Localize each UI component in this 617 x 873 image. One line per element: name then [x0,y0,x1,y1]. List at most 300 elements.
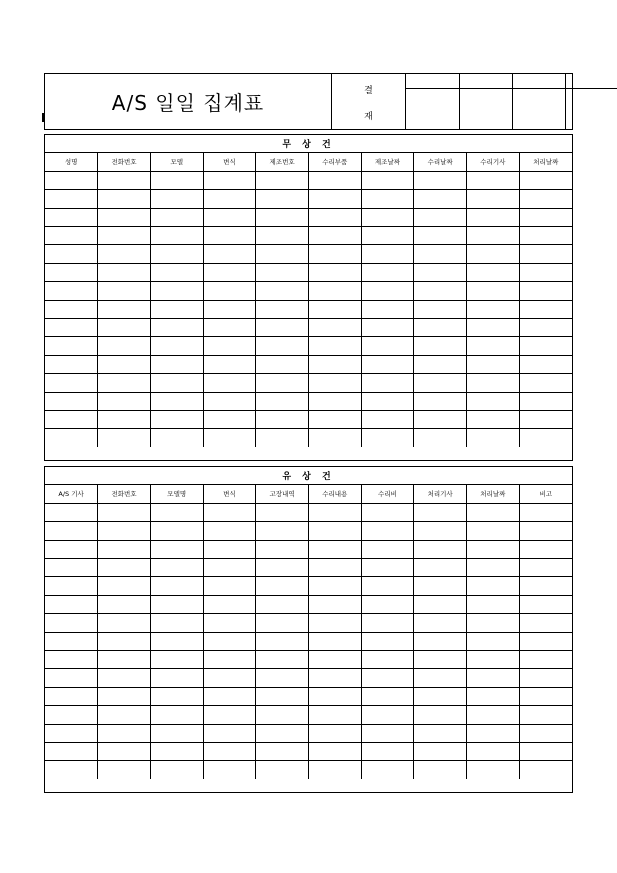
table-cell[interactable] [519,614,572,632]
table-cell[interactable] [308,577,361,595]
table-cell[interactable] [98,374,151,392]
table-cell[interactable] [256,724,309,742]
table-cell[interactable] [467,614,520,632]
table-cell[interactable] [308,540,361,558]
table-cell[interactable] [467,577,520,595]
table-cell[interactable] [361,282,414,300]
table-cell[interactable] [414,503,467,521]
table-cell[interactable] [203,724,256,742]
table-cell[interactable] [150,522,203,540]
table-cell[interactable] [361,190,414,208]
table-cell[interactable] [203,761,256,779]
table-cell[interactable] [414,540,467,558]
table-cell[interactable] [467,208,520,226]
table-cell[interactable] [467,632,520,650]
table-cell[interactable] [519,245,572,263]
table-cell[interactable] [203,282,256,300]
table-cell[interactable] [519,429,572,447]
table-cell[interactable] [150,577,203,595]
table-cell[interactable] [519,171,572,189]
table-cell[interactable] [361,724,414,742]
table-cell[interactable] [150,669,203,687]
table-cell[interactable] [150,595,203,613]
table-cell[interactable] [45,319,98,337]
table-cell[interactable] [519,651,572,669]
table-cell[interactable] [203,392,256,410]
table-cell[interactable] [256,559,309,577]
table-cell[interactable] [467,559,520,577]
approval-title-box[interactable] [406,74,459,89]
table-cell[interactable] [98,227,151,245]
table-cell[interactable] [98,337,151,355]
table-cell[interactable] [150,742,203,760]
table-cell[interactable] [256,651,309,669]
table-cell[interactable] [45,651,98,669]
table-cell[interactable] [414,669,467,687]
table-cell[interactable] [519,761,572,779]
table-cell[interactable] [519,392,572,410]
table-cell[interactable] [414,171,467,189]
table-cell[interactable] [308,632,361,650]
table-cell[interactable] [150,761,203,779]
table-cell[interactable] [361,761,414,779]
table-cell[interactable] [361,300,414,318]
table-cell[interactable] [414,724,467,742]
table-cell[interactable] [308,595,361,613]
table-cell[interactable] [414,742,467,760]
table-cell[interactable] [150,392,203,410]
table-cell[interactable] [467,540,520,558]
table-cell[interactable] [519,522,572,540]
table-cell[interactable] [150,300,203,318]
table-cell[interactable] [414,355,467,373]
table-cell[interactable] [98,540,151,558]
approval-title-box[interactable] [512,74,565,89]
table-cell[interactable] [519,742,572,760]
table-cell[interactable] [45,761,98,779]
table-cell[interactable] [45,245,98,263]
table-cell[interactable] [256,337,309,355]
table-cell[interactable] [467,282,520,300]
table-cell[interactable] [98,300,151,318]
table-cell[interactable] [203,355,256,373]
table-cell[interactable] [45,595,98,613]
table-cell[interactable] [45,522,98,540]
table-cell[interactable] [361,337,414,355]
table-cell[interactable] [414,245,467,263]
table-cell[interactable] [256,669,309,687]
table-cell[interactable] [256,522,309,540]
table-cell[interactable] [519,724,572,742]
table-cell[interactable] [45,208,98,226]
table-cell[interactable] [361,522,414,540]
table-cell[interactable] [203,742,256,760]
table-cell[interactable] [256,190,309,208]
table-cell[interactable] [45,337,98,355]
table-cell[interactable] [45,300,98,318]
table-cell[interactable] [414,687,467,705]
table-cell[interactable] [98,595,151,613]
table-cell[interactable] [45,282,98,300]
table-cell[interactable] [308,208,361,226]
table-cell[interactable] [150,503,203,521]
table-cell[interactable] [98,171,151,189]
table-cell[interactable] [361,742,414,760]
table-cell[interactable] [98,632,151,650]
table-cell[interactable] [308,171,361,189]
table-cell[interactable] [308,319,361,337]
table-cell[interactable] [203,374,256,392]
table-cell[interactable] [361,245,414,263]
table-cell[interactable] [361,595,414,613]
table-cell[interactable] [519,410,572,428]
table-cell[interactable] [467,522,520,540]
table-cell[interactable] [256,300,309,318]
table-cell[interactable] [519,337,572,355]
table-cell[interactable] [519,632,572,650]
table-cell[interactable] [203,410,256,428]
table-cell[interactable] [256,429,309,447]
table-cell[interactable] [414,577,467,595]
table-cell[interactable] [467,374,520,392]
table-cell[interactable] [45,632,98,650]
table-cell[interactable] [203,687,256,705]
table-cell[interactable] [256,577,309,595]
table-cell[interactable] [256,595,309,613]
table-cell[interactable] [150,337,203,355]
table-cell[interactable] [203,540,256,558]
table-cell[interactable] [203,632,256,650]
table-cell[interactable] [203,300,256,318]
table-cell[interactable] [98,687,151,705]
table-cell[interactable] [150,429,203,447]
table-cell[interactable] [203,614,256,632]
table-cell[interactable] [361,429,414,447]
table-cell[interactable] [308,761,361,779]
table-cell[interactable] [308,503,361,521]
table-cell[interactable] [256,503,309,521]
table-cell[interactable] [467,171,520,189]
table-cell[interactable] [308,263,361,281]
table-cell[interactable] [519,355,572,373]
table-cell[interactable] [467,337,520,355]
table-cell[interactable] [98,559,151,577]
table-cell[interactable] [45,559,98,577]
table-cell[interactable] [203,669,256,687]
table-cell[interactable] [150,687,203,705]
table-cell[interactable] [45,577,98,595]
table-cell[interactable] [308,706,361,724]
table-cell[interactable] [203,429,256,447]
table-cell[interactable] [203,503,256,521]
table-cell[interactable] [256,706,309,724]
table-cell[interactable] [45,742,98,760]
table-cell[interactable] [203,651,256,669]
table-cell[interactable] [203,577,256,595]
table-cell[interactable] [98,410,151,428]
table-cell[interactable] [519,669,572,687]
table-cell[interactable] [45,669,98,687]
table-cell[interactable] [45,687,98,705]
table-cell[interactable] [467,319,520,337]
table-cell[interactable] [150,208,203,226]
table-cell[interactable] [361,503,414,521]
table-cell[interactable] [98,522,151,540]
table-cell[interactable] [519,282,572,300]
table-cell[interactable] [150,614,203,632]
table-cell[interactable] [150,559,203,577]
table-cell[interactable] [150,355,203,373]
table-cell[interactable] [519,706,572,724]
table-cell[interactable] [361,374,414,392]
table-cell[interactable] [150,263,203,281]
table-cell[interactable] [98,245,151,263]
table-cell[interactable] [519,503,572,521]
table-cell[interactable] [414,190,467,208]
table-cell[interactable] [414,632,467,650]
table-cell[interactable] [467,227,520,245]
table-cell[interactable] [361,208,414,226]
table-cell[interactable] [361,651,414,669]
table-cell[interactable] [45,190,98,208]
table-cell[interactable] [414,410,467,428]
table-cell[interactable] [467,669,520,687]
table-cell[interactable] [361,171,414,189]
table-cell[interactable] [414,208,467,226]
table-cell[interactable] [256,374,309,392]
table-cell[interactable] [519,208,572,226]
table-cell[interactable] [414,319,467,337]
table-cell[interactable] [203,171,256,189]
table-cell[interactable] [361,410,414,428]
table-cell[interactable] [467,742,520,760]
table-cell[interactable] [467,651,520,669]
table-cell[interactable] [467,761,520,779]
table-cell[interactable] [414,595,467,613]
table-cell[interactable] [45,392,98,410]
table-cell[interactable] [203,595,256,613]
table-cell[interactable] [361,392,414,410]
table-cell[interactable] [256,245,309,263]
table-cell[interactable] [150,245,203,263]
table-cell[interactable] [361,559,414,577]
table-cell[interactable] [414,614,467,632]
table-cell[interactable] [519,300,572,318]
table-cell[interactable] [256,761,309,779]
table-cell[interactable] [203,706,256,724]
table-cell[interactable] [98,392,151,410]
table-cell[interactable] [45,374,98,392]
table-cell[interactable] [45,410,98,428]
table-cell[interactable] [308,522,361,540]
table-cell[interactable] [45,724,98,742]
table-cell[interactable] [308,559,361,577]
table-cell[interactable] [361,614,414,632]
table-cell[interactable] [308,742,361,760]
table-cell[interactable] [414,227,467,245]
table-cell[interactable] [467,706,520,724]
table-cell[interactable] [256,410,309,428]
table-cell[interactable] [414,522,467,540]
table-cell[interactable] [308,300,361,318]
approval-title-box[interactable] [459,74,512,89]
table-cell[interactable] [308,669,361,687]
table-cell[interactable] [45,429,98,447]
table-cell[interactable] [256,208,309,226]
table-cell[interactable] [203,190,256,208]
table-cell[interactable] [308,374,361,392]
table-cell[interactable] [256,319,309,337]
table-cell[interactable] [98,190,151,208]
table-cell[interactable] [45,503,98,521]
table-cell[interactable] [414,651,467,669]
table-cell[interactable] [45,227,98,245]
table-cell[interactable] [308,429,361,447]
table-cell[interactable] [467,392,520,410]
table-cell[interactable] [308,651,361,669]
table-cell[interactable] [414,337,467,355]
table-cell[interactable] [467,263,520,281]
table-cell[interactable] [519,190,572,208]
table-cell[interactable] [467,687,520,705]
table-cell[interactable] [256,392,309,410]
table-cell[interactable] [519,540,572,558]
table-cell[interactable] [519,595,572,613]
table-cell[interactable] [45,540,98,558]
table-cell[interactable] [98,577,151,595]
table-cell[interactable] [361,687,414,705]
table-cell[interactable] [256,687,309,705]
table-cell[interactable] [361,227,414,245]
table-cell[interactable] [308,614,361,632]
table-cell[interactable] [256,227,309,245]
table-cell[interactable] [98,669,151,687]
table-cell[interactable] [45,355,98,373]
approval-title-box[interactable] [565,74,617,89]
table-cell[interactable] [414,706,467,724]
table-cell[interactable] [150,282,203,300]
table-cell[interactable] [361,577,414,595]
table-cell[interactable] [414,282,467,300]
table-cell[interactable] [361,540,414,558]
table-cell[interactable] [414,761,467,779]
table-cell[interactable] [203,522,256,540]
table-cell[interactable] [256,632,309,650]
table-cell[interactable] [308,337,361,355]
table-cell[interactable] [256,355,309,373]
table-cell[interactable] [361,319,414,337]
table-cell[interactable] [308,227,361,245]
table-cell[interactable] [414,300,467,318]
table-cell[interactable] [414,374,467,392]
approval-signature-box[interactable] [512,89,565,129]
table-cell[interactable] [467,190,520,208]
table-cell[interactable] [308,687,361,705]
table-cell[interactable] [256,742,309,760]
table-cell[interactable] [45,706,98,724]
table-cell[interactable] [45,614,98,632]
table-cell[interactable] [308,392,361,410]
table-cell[interactable] [256,263,309,281]
table-cell[interactable] [203,337,256,355]
table-cell[interactable] [308,282,361,300]
table-cell[interactable] [150,540,203,558]
table-cell[interactable] [98,208,151,226]
table-cell[interactable] [150,171,203,189]
table-cell[interactable] [150,632,203,650]
table-cell[interactable] [414,429,467,447]
table-cell[interactable] [467,429,520,447]
table-cell[interactable] [98,429,151,447]
table-cell[interactable] [361,706,414,724]
table-cell[interactable] [150,651,203,669]
table-cell[interactable] [308,355,361,373]
table-cell[interactable] [519,263,572,281]
table-cell[interactable] [98,263,151,281]
table-cell[interactable] [45,171,98,189]
table-cell[interactable] [308,190,361,208]
table-cell[interactable] [519,227,572,245]
table-cell[interactable] [150,724,203,742]
table-cell[interactable] [256,540,309,558]
table-cell[interactable] [467,355,520,373]
table-cell[interactable] [519,374,572,392]
table-cell[interactable] [414,559,467,577]
table-cell[interactable] [361,632,414,650]
table-cell[interactable] [308,245,361,263]
table-cell[interactable] [256,171,309,189]
table-cell[interactable] [150,410,203,428]
table-cell[interactable] [361,355,414,373]
table-cell[interactable] [519,577,572,595]
table-cell[interactable] [467,300,520,318]
table-cell[interactable] [308,410,361,428]
approval-signature-box[interactable] [565,89,617,129]
table-cell[interactable] [203,227,256,245]
table-cell[interactable] [308,724,361,742]
table-cell[interactable] [98,742,151,760]
table-cell[interactable] [150,227,203,245]
table-cell[interactable] [414,392,467,410]
table-cell[interactable] [150,374,203,392]
table-cell[interactable] [150,190,203,208]
table-cell[interactable] [203,559,256,577]
table-cell[interactable] [98,706,151,724]
table-cell[interactable] [467,503,520,521]
table-cell[interactable] [45,263,98,281]
table-cell[interactable] [203,263,256,281]
table-cell[interactable] [150,706,203,724]
table-cell[interactable] [519,559,572,577]
table-cell[interactable] [467,595,520,613]
table-cell[interactable] [98,282,151,300]
table-cell[interactable] [203,208,256,226]
table-cell[interactable] [98,355,151,373]
table-cell[interactable] [98,651,151,669]
table-cell[interactable] [98,319,151,337]
table-cell[interactable] [98,503,151,521]
table-cell[interactable] [361,263,414,281]
approval-signature-box[interactable] [406,89,459,129]
table-cell[interactable] [361,669,414,687]
table-cell[interactable] [519,319,572,337]
table-cell[interactable] [519,687,572,705]
table-cell[interactable] [98,724,151,742]
table-cell[interactable] [256,282,309,300]
table-cell[interactable] [150,319,203,337]
table-cell[interactable] [203,245,256,263]
table-cell[interactable] [467,245,520,263]
